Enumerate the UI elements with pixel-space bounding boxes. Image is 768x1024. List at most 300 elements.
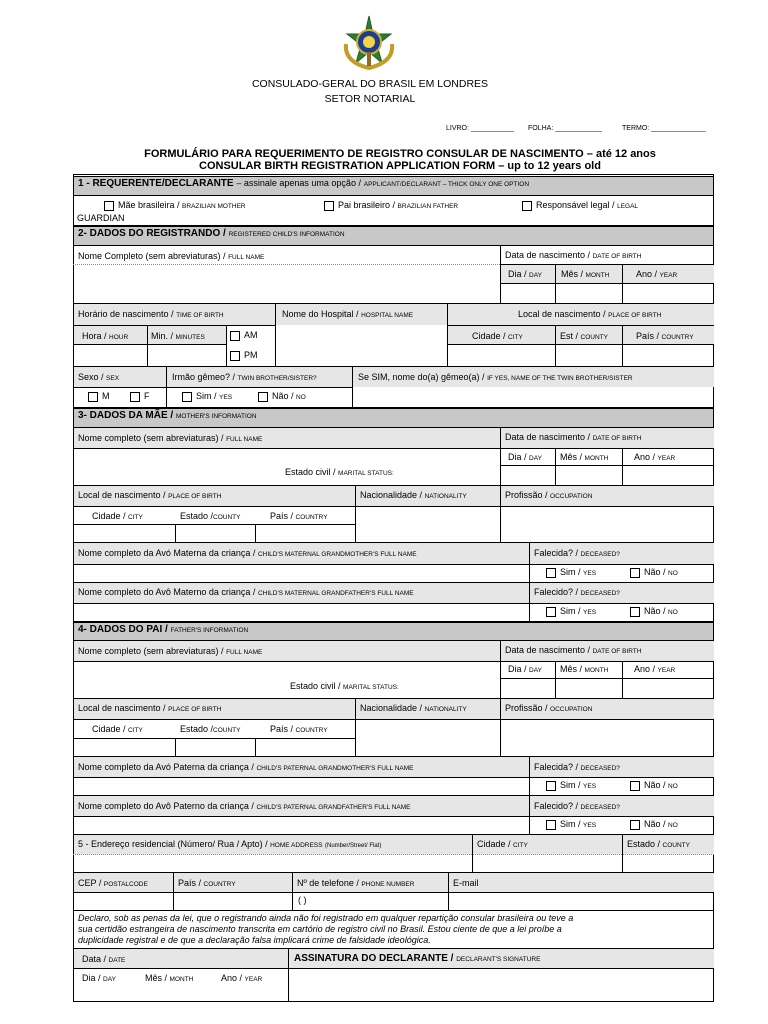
paternal-grandfather-label <box>78 801 411 811</box>
address-city-label-pt: Cidade / <box>477 839 511 849</box>
mother-pob-label-pt: Local de nascimento / <box>78 490 166 500</box>
divider <box>529 542 530 582</box>
declaration-line-1: Declaro, sob as penas da lei, que o registrando ainda não foi registrado em qualquer repartição consular brasileira ou teve a <box>78 913 574 923</box>
sign-month-label-en: MONTH <box>169 976 194 983</box>
mother-occupation-label-en: OCCUPATION <box>550 493 593 500</box>
mother-city-label-en: CITY <box>128 514 143 521</box>
divider <box>447 344 714 345</box>
divider <box>529 795 530 834</box>
father-civil-label <box>290 681 399 691</box>
section-1-title: 1 - REQUERENTE/DECLARANTE <box>78 178 234 189</box>
pgf-yes-label-en: YES <box>583 822 597 829</box>
divider <box>352 366 353 407</box>
twin-name-label-en: IF YES, NAME OF THE TWIN BROTHER/SISTER <box>487 375 633 382</box>
mother-dob-day-label-pt: Dia / <box>508 452 527 462</box>
child-dob-month-label-en: MONTH <box>585 272 610 279</box>
father-nationality-label <box>360 703 467 713</box>
mother-dob-label-en: DATE OF BIRTH <box>592 435 642 442</box>
divider <box>555 265 556 303</box>
checkbox-guardian[interactable] <box>522 201 532 211</box>
address-label-en: HOME ADDRESS <box>270 842 323 849</box>
father-dob-label <box>505 645 641 655</box>
checkbox-father[interactable] <box>324 201 334 211</box>
sign-month-label-pt: Mês / <box>145 973 168 983</box>
option-mother[interactable] <box>104 200 246 211</box>
postalcode-label <box>78 878 148 888</box>
declaration-line-2: sua certidão estrangeira de nascimento transcrita em cartório de registro civil no Brasil. Estou ciente de que a lei proíbe a <box>78 924 562 934</box>
divider <box>500 485 501 542</box>
divider <box>622 661 623 698</box>
maternal-grandfather-deceased-label-en: DECEASED? <box>580 590 620 597</box>
father-occupation-label-pt: Profissão / <box>505 703 548 713</box>
am-option[interactable] <box>230 330 258 341</box>
section-3-title: 3- DADOS DA MÃE / <box>78 410 174 421</box>
sign-day-label <box>82 973 116 983</box>
date-label-pt: Data / <box>82 954 107 964</box>
father-occupation-label <box>505 703 592 713</box>
child-county-label-pt: Est / <box>560 331 579 341</box>
father-nationality-label-en: NATIONALITY <box>424 706 467 713</box>
signature-label-en: DECLARANT'S SIGNATURE <box>456 956 541 963</box>
sign-year-label-en: YEAR <box>244 976 263 983</box>
brazil-coat-of-arms-icon <box>340 14 398 72</box>
twin-label-en: TWIN BROTHER/SISTER? <box>237 375 317 382</box>
checkbox-pgf-no[interactable] <box>630 820 640 830</box>
divider <box>355 485 356 542</box>
twin-no-option[interactable] <box>258 391 306 402</box>
mother-fullname-label-pt: Nome completo (sem abreviaturas) / <box>78 433 224 443</box>
section-3-header <box>73 408 714 428</box>
child-pob-label <box>518 309 661 319</box>
divider <box>73 816 714 817</box>
paternal-grandmother-deceased-label-pt: Falecida? / <box>534 762 579 772</box>
mother-city-label <box>92 511 143 521</box>
pm-label: PM <box>244 350 258 360</box>
hour-label <box>82 331 128 341</box>
address-label <box>78 839 381 849</box>
mgm-yes-label-en: YES <box>583 570 597 577</box>
phone-label-en: PHONE NUMBER <box>361 881 415 888</box>
divider <box>255 738 256 756</box>
sex-f-label: F <box>144 391 150 401</box>
divider <box>529 756 530 795</box>
mgf-no-label: Não / <box>644 606 666 616</box>
option-guardian-label: Responsável legal / <box>536 200 615 210</box>
father-fullname-label <box>78 646 262 656</box>
child-fullname-label-pt: Nome Completo (sem abreviaturas) / <box>78 251 226 261</box>
form-title-en: CONSULAR BIRTH REGISTRATION APPLICATION FORM – up to 12 years old <box>199 160 601 172</box>
postalcode-label-pt: CEP / <box>78 878 102 888</box>
mother-civil-label <box>285 467 394 477</box>
address-city-label-en: CITY <box>513 842 528 849</box>
child-dob-day-label-pt: Dia / <box>508 269 527 279</box>
section-3-title-en: MOTHER'S INFORMATION <box>175 413 257 420</box>
father-dob-label-en: DATE OF BIRTH <box>592 648 642 655</box>
mgm-yes-label: Sim / <box>560 567 581 577</box>
divider <box>73 524 355 525</box>
paternal-grandmother-deceased-label <box>534 762 620 772</box>
pgm-no-label-en: NO <box>668 783 678 790</box>
country-label <box>178 878 236 888</box>
divider <box>73 661 714 662</box>
mother-dob-day-label-en: DAY <box>529 455 542 462</box>
checkbox-twin-no[interactable] <box>258 392 268 402</box>
mother-county-label-pt: Estado / <box>180 511 214 521</box>
divider <box>147 325 148 366</box>
paternal-grandmother-label-en: CHILD'S PATERNAL GRANDMOTHER'S FULL NAME <box>256 765 414 772</box>
child-tob-label-pt: Horário de nascimento / <box>78 309 174 319</box>
paternal-grandfather-yes[interactable] <box>546 819 596 830</box>
hour-label-en: HOUR <box>109 334 129 341</box>
divider <box>73 264 500 265</box>
option-guardian-label-en: LEGAL <box>617 203 639 210</box>
phone-value[interactable]: ( ) <box>298 895 307 905</box>
sex-label <box>78 372 119 382</box>
email-label: E-mail <box>453 878 479 888</box>
father-county-label-pt: Estado / <box>180 724 214 734</box>
mother-dob-year-label-en: YEAR <box>657 455 676 462</box>
mother-dob-day-label <box>508 452 542 462</box>
address-county-label <box>627 839 690 849</box>
checkbox-mgm-yes[interactable] <box>546 568 556 578</box>
signature-label <box>294 953 540 964</box>
signature-label-pt: ASSINATURA DO DECLARANTE / <box>294 953 454 964</box>
maternal-grandmother-label-en: CHILD'S MATERNAL GRANDMOTHER'S FULL NAME <box>257 551 417 558</box>
consulate-name: CONSULADO-GERAL DO BRASIL EM LONDRES <box>251 78 489 90</box>
signature-field[interactable] <box>290 970 712 1000</box>
child-fullname-label <box>78 251 264 261</box>
maternal-grandmother-label-pt: Nome completo da Avó Materna da criança / <box>78 548 256 558</box>
checkbox-mgm-no[interactable] <box>630 568 640 578</box>
checkbox-mgf-no[interactable] <box>630 607 640 617</box>
country-label-en: COUNTRY <box>203 881 236 888</box>
option-father-label: Pai brasileiro / <box>338 200 396 210</box>
pm-option[interactable] <box>230 350 258 361</box>
maternal-grandmother-no[interactable] <box>630 567 678 578</box>
divider <box>555 661 556 698</box>
sign-year-label-pt: Ano / <box>221 973 243 983</box>
checkbox-pgm-yes[interactable] <box>546 781 556 791</box>
child-dob-year-label-en: YEAR <box>659 272 678 279</box>
child-pob-label-en: PLACE OF BIRTH <box>608 312 662 319</box>
am-label: AM <box>244 330 258 340</box>
sign-day-label-en: DAY <box>103 976 116 983</box>
divider <box>622 834 623 872</box>
option-father[interactable] <box>324 200 458 211</box>
pgf-no-label-en: NO <box>668 822 678 829</box>
mother-city-label-pt: Cidade / <box>92 511 126 521</box>
sign-month-label <box>145 973 193 983</box>
divider <box>355 698 356 756</box>
divider <box>500 283 714 284</box>
maternal-grandmother-deceased-label-en: DECEASED? <box>580 551 620 558</box>
pgf-no-label: Não / <box>644 819 666 829</box>
option-mother-label-en: BRAZILIAN MOTHER <box>182 203 246 210</box>
maternal-grandmother-deceased-label-pt: Falecida? / <box>534 548 579 558</box>
section-1-header <box>73 176 714 196</box>
mother-pob-label <box>78 490 221 500</box>
paternal-grandmother-no[interactable] <box>630 780 678 791</box>
child-dob-year-label-pt: Ano / <box>636 269 658 279</box>
twin-label-pt: Irmão gêmeo? / <box>172 372 236 382</box>
child-fullname-label-en: FULL NAME <box>228 254 265 261</box>
sex-label-pt: Sexo / <box>78 372 104 382</box>
folha-field: FOLHA: ____________ <box>528 125 602 132</box>
maternal-grandfather-yes[interactable] <box>546 606 596 617</box>
section-2-title: 2- DADOS DO REGISTRANDO / <box>78 228 226 239</box>
father-dob-day-label-pt: Dia / <box>508 664 527 674</box>
address-label-en-2: (Number/Street/ Flat) <box>325 843 382 849</box>
option-guardian-label-en-2: GUARDIAN <box>77 213 125 223</box>
child-dob-month-label-pt: Mês / <box>561 269 584 279</box>
section-2-header <box>73 226 714 246</box>
checkbox-sex-m[interactable] <box>88 392 98 402</box>
father-dob-month-label-en: MONTH <box>584 667 609 674</box>
divider <box>73 719 714 720</box>
child-dob-label-pt: Data de nascimento / <box>505 250 591 260</box>
mother-nationality-label-pt: Nacionalidade / <box>360 490 423 500</box>
twin-no-label: Não / <box>272 391 294 401</box>
declaration-line-3: duplicidade registral e de que a declaração falsa implicará crime de falsidade ideológica. <box>78 935 431 945</box>
divider <box>622 448 623 485</box>
mother-dob-year-label <box>634 452 675 462</box>
divider <box>73 854 714 855</box>
divider <box>500 698 501 756</box>
paternal-grandmother-yes[interactable] <box>546 780 596 791</box>
checkbox-pgf-yes[interactable] <box>546 820 556 830</box>
mother-dob-label-pt: Data de nascimento / <box>505 432 591 442</box>
paternal-grandmother-label <box>78 762 414 772</box>
maternal-grandmother-deceased-label <box>534 548 620 558</box>
child-country-label <box>636 331 694 341</box>
divider <box>73 344 226 345</box>
father-county-label <box>180 724 240 734</box>
mother-nationality-label <box>360 490 467 500</box>
form-title-pt: FORMULÁRIO PARA REQUERIMENTO DE REGISTRO CONSULAR DE NASCIMENTO – até 12 anos <box>144 148 656 160</box>
hour-label-pt: Hora / <box>82 331 107 341</box>
child-county-label <box>560 331 608 341</box>
divider <box>73 506 714 507</box>
divider <box>500 465 714 466</box>
section-2-title-en: REGISTERED CHILD'S INFORMATION <box>228 231 345 238</box>
checkbox-mgf-yes[interactable] <box>546 607 556 617</box>
twin-no-label-en: NO <box>296 394 306 401</box>
father-dob-day-label <box>508 664 542 674</box>
checkbox-mother[interactable] <box>104 201 114 211</box>
mother-dob-month-label <box>560 452 608 462</box>
section-4-header <box>73 622 714 641</box>
checkbox-twin-yes[interactable] <box>182 392 192 402</box>
mother-dob-label <box>505 432 641 442</box>
livro-field: LIVRO: ___________ <box>446 125 514 132</box>
divider <box>73 968 714 969</box>
maternal-grandfather-deceased-label <box>534 587 620 597</box>
father-dob-month-label-pt: Mês / <box>560 664 583 674</box>
date-label <box>82 954 125 964</box>
hospital-label <box>282 309 413 319</box>
pgm-yes-label-en: YES <box>583 783 597 790</box>
father-civil-label-en: MARITAL STATUS: <box>343 684 399 691</box>
father-country-label <box>270 724 328 734</box>
paternal-grandfather-label-en: CHILD'S PATERNAL GRANDFATHER'S FULL NAME <box>256 804 411 811</box>
child-dob-day-label <box>508 269 542 279</box>
divider <box>288 948 289 1002</box>
divider <box>73 448 714 449</box>
maternal-grandmother-yes[interactable] <box>546 567 596 578</box>
date-label-en: DATE <box>108 957 126 964</box>
mother-civil-label-en: MARITAL STATUS: <box>338 470 394 477</box>
child-tob-label-en: TIME OF BIRTH <box>176 312 224 319</box>
child-city-label <box>472 331 523 341</box>
father-fullname-label-pt: Nome completo (sem abreviaturas) / <box>78 646 224 656</box>
mother-civil-label-pt: Estado civil / <box>285 467 336 477</box>
father-dob-year-label-en: YEAR <box>657 667 676 674</box>
mother-fullname-label-en: FULL NAME <box>226 436 263 443</box>
divider <box>73 738 355 739</box>
divider <box>622 325 623 366</box>
mother-dob-month-label-en: MONTH <box>584 455 609 462</box>
sex-f-option[interactable] <box>130 391 150 402</box>
sex-m-label: M <box>102 391 110 401</box>
hospital-label-en: HOSPITAL NAME <box>361 312 414 319</box>
divider <box>73 777 714 778</box>
father-county-label-en: COUNTY <box>213 727 241 734</box>
divider <box>173 872 174 910</box>
child-dob-day-label-en: DAY <box>529 272 542 279</box>
section-4-title-en: FATHER'S INFORMATION <box>170 627 249 634</box>
divider <box>555 448 556 485</box>
father-dob-year-label-pt: Ano / <box>634 664 656 674</box>
father-pob-label-en: PLACE OF BIRTH <box>168 706 222 713</box>
divider <box>73 910 714 911</box>
father-dob-label-pt: Data de nascimento / <box>505 645 591 655</box>
paternal-grandmother-deceased-label-en: DECEASED? <box>580 765 620 772</box>
divider <box>500 641 501 698</box>
child-city-label-en: CITY <box>508 334 523 341</box>
mother-dob-year-label-pt: Ano / <box>634 452 656 462</box>
maternal-grandfather-label <box>78 587 414 597</box>
divider <box>448 872 449 910</box>
country-label-pt: País / <box>178 878 202 888</box>
mother-dob-month-label-pt: Mês / <box>560 452 583 462</box>
divider <box>73 564 714 565</box>
father-city-label-pt: Cidade / <box>92 724 126 734</box>
divider <box>292 872 293 910</box>
minutes-label <box>151 331 205 341</box>
sex-m-option[interactable] <box>88 391 110 402</box>
child-country-label-en: COUNTRY <box>661 334 694 341</box>
mother-occupation-label <box>505 490 592 500</box>
postalcode-label-en: POSTALCODE <box>103 881 148 888</box>
father-country-label-pt: País / <box>270 724 294 734</box>
divider <box>73 387 352 388</box>
divider <box>472 834 473 872</box>
twin-label <box>172 372 317 382</box>
option-mother-label: Mãe brasileira / <box>118 200 180 210</box>
father-civil-label-pt: Estado civil / <box>290 681 341 691</box>
twin-yes-label-en: YES <box>219 394 233 401</box>
checkbox-sex-f[interactable] <box>130 392 140 402</box>
father-city-label-en: CITY <box>128 727 143 734</box>
divider <box>622 265 623 303</box>
paternal-grandfather-deceased-label-pt: Falecido? / <box>534 801 579 811</box>
checkbox-am[interactable] <box>230 331 240 341</box>
divider <box>175 524 176 542</box>
pgm-no-label: Não / <box>644 780 666 790</box>
pgm-yes-label: Sim / <box>560 780 581 790</box>
divider <box>175 738 176 756</box>
sign-day-label-pt: Dia / <box>82 973 101 983</box>
mother-country-label-pt: País / <box>270 511 294 521</box>
maternal-grandfather-label-pt: Nome completo do Avô Materno da criança / <box>78 587 256 597</box>
twin-yes-label: Sim / <box>196 391 217 401</box>
section-1-subtitle: – assinale apenas uma opção / <box>236 178 361 188</box>
sector-name: SETOR NOTARIAL <box>324 93 416 105</box>
divider <box>500 678 714 679</box>
hospital-label-pt: Nome do Hospital / <box>282 309 359 319</box>
father-country-label-en: COUNTRY <box>295 727 328 734</box>
mgf-yes-label-en: YES <box>583 609 597 616</box>
address-label-pt: 5 - Endereço residencial (Número/ Rua / Apto) / <box>78 839 268 849</box>
minutes-label-en: MINUTES <box>175 334 205 341</box>
child-dob-label <box>505 250 641 260</box>
paternal-grandfather-deceased-label <box>534 801 620 811</box>
mgf-yes-label: Sim / <box>560 606 581 616</box>
child-city-label-pt: Cidade / <box>472 331 506 341</box>
maternal-grandfather-no[interactable] <box>630 606 678 617</box>
father-occupation-label-en: OCCUPATION <box>550 706 593 713</box>
child-dob-month-label <box>561 269 609 279</box>
maternal-grandmother-label <box>78 548 417 558</box>
address-city-label <box>477 839 528 849</box>
father-dob-year-label <box>634 664 675 674</box>
option-guardian[interactable] <box>522 200 638 211</box>
mgm-no-label-en: NO <box>668 570 678 577</box>
twin-name-label <box>358 372 633 382</box>
father-fullname-label-en: FULL NAME <box>226 649 263 656</box>
checkbox-pm[interactable] <box>230 351 240 361</box>
father-pob-label <box>78 703 221 713</box>
divider <box>73 603 714 604</box>
mother-county-label <box>180 511 240 521</box>
father-nationality-label-pt: Nacionalidade / <box>360 703 423 713</box>
child-county-label-en: COUNTY <box>580 334 608 341</box>
divider <box>555 325 556 366</box>
address-county-label-en: COUNTY <box>662 842 690 849</box>
termo-field: TERMO: ______________ <box>622 125 706 132</box>
paternal-grandfather-deceased-label-en: DECEASED? <box>580 804 620 811</box>
divider <box>500 428 501 485</box>
option-father-label-en: BRAZILIAN FATHER <box>397 203 459 210</box>
checkbox-pgm-no[interactable] <box>630 781 640 791</box>
paternal-grandfather-no[interactable] <box>630 819 678 830</box>
mother-occupation-label-pt: Profissão / <box>505 490 548 500</box>
child-fullname-input[interactable] <box>74 266 498 302</box>
mother-nationality-label-en: NATIONALITY <box>424 493 467 500</box>
phone-label-pt: Nº de telefone / <box>297 878 359 888</box>
minutes-label-pt: Min. / <box>151 331 174 341</box>
mother-country-label <box>270 511 328 521</box>
child-pob-label-pt: Local de nascimento / <box>518 309 606 319</box>
sex-label-en: SEX <box>106 375 120 382</box>
child-country-label-pt: País / <box>636 331 660 341</box>
child-dob-year-label <box>636 269 677 279</box>
divider <box>226 325 227 366</box>
paternal-grandmother-label-pt: Nome completo da Avó Paterna da criança / <box>78 762 254 772</box>
mother-country-label-en: COUNTRY <box>295 514 328 521</box>
twin-yes-option[interactable] <box>182 391 232 402</box>
father-dob-day-label-en: DAY <box>529 667 542 674</box>
